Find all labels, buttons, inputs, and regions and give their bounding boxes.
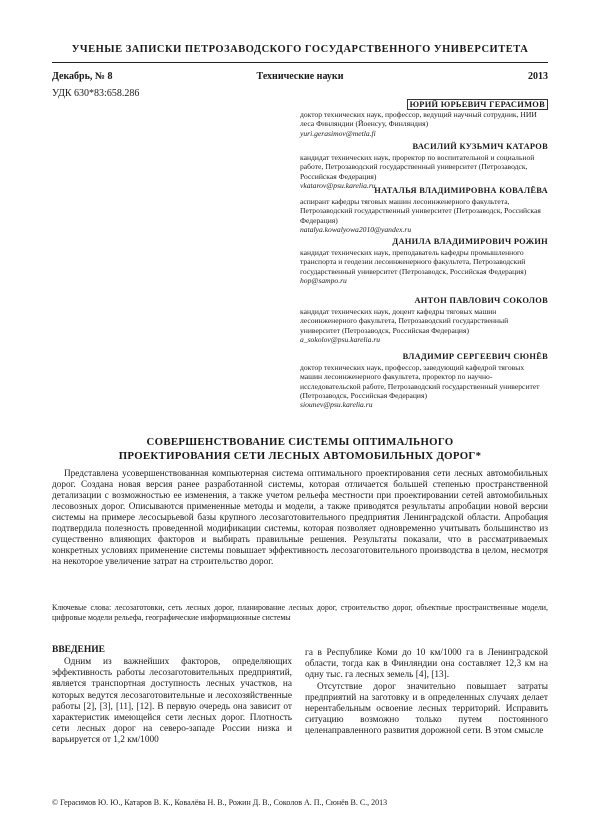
- issue-label: Декабрь, № 8: [52, 71, 113, 82]
- author-name: ЮРИЙ ЮРЬЕВИЧ ГЕРАСИМОВ: [407, 99, 548, 110]
- author-name: ВАСИЛИЙ КУЗЬМИЧ КАТАРОВ: [412, 142, 548, 151]
- author-email[interactable]: natalya.kowalyowa2010@yandex.ru: [300, 224, 412, 234]
- header-rule: [52, 62, 548, 63]
- author-affiliation: [300, 197, 548, 234]
- udk-code: УДК 630*83:658.286: [52, 88, 140, 99]
- article-title: [52, 436, 548, 463]
- section-heading: ВВЕДЕНИЕ: [52, 645, 105, 655]
- author-name: ВЛАДИМИР СЕРГЕЕВИЧ СЮНЁВ: [402, 352, 548, 361]
- paragraph: га в Республике Коми до 10 км/1000 га в Ленинградской области, тогда как в Финляндии она составляет 12,3 км на одну тыс. га лесных земель [4], [13].: [305, 648, 548, 681]
- author-email[interactable]: siounev@psu.karelia.ru: [300, 400, 373, 410]
- author-affiliation: [300, 363, 548, 409]
- abstract: Представлена усовершенствованная компьютерная система оптимального проектирования сети лесных автомобильных дорог. Создана новая версия ранее разработанной системы, которая отличается большей степенью пространственной детализации с возможностью ее изменения, а также учетом рельефа местности при проектировании сетей автомобильных лесовозных дорог. Описываются примененные методы и модели, а также приводятся результаты апробации новой версии системы на примере лесосырьевой базы крупного лесозаготовительного предприятия Ленинградской области. Апробация подтвердила полезность проведенной модификации системы, которая позволяет одновременно учитывать большинство из существенно влияющих факторов и выбирать правильные решения. Результаты показали, что в рассматриваемых конкретных условиях применение системы повышает эффективность лесозаготовительного производства в целом, несмотря на некоторое увеличение затрат на строительство дорог.: [52, 469, 548, 568]
- author-affiliation: [300, 307, 548, 344]
- author-email[interactable]: a_sokolov@psu.karelia.ru: [300, 334, 381, 344]
- affiliation-text: доктор технических наук, профессор, ведущий научный сотрудник, НИИ леса Финляндии (Йоенсуу, Финляндия): [300, 110, 537, 129]
- copyright-line: © Герасимов Ю. Ю., Катаров В. К., Ковалёва Н. В., Рожин Д. В., Соколов А. П., Сюнёв В. С., 2013: [52, 798, 388, 807]
- paragraph: Отсутствие дорог значительно повышает затраты предприятий на заготовку и в определенных случаях делает нерентабельным освоение лесных территорий. Исправить ситуацию возможно только путем постоянного целенаправленного развития дорожной сети. В этом смысле: [305, 681, 548, 737]
- author-email[interactable]: vkatarov@psu.karelia.ru: [300, 180, 376, 190]
- author-name: ДАНИЛА ВЛАДИМИРОВИЧ РОЖИН: [392, 237, 548, 246]
- year-label: 2013: [528, 71, 548, 82]
- affiliation-text: аспирант кафедры тяговых машин лесоинженерного факультета, Петрозаводский государственный университет (Петрозаводск, Российская Федерация): [300, 197, 541, 225]
- affiliation-text: доктор технических наук, профессор, заведующий кафедрой тяговых машин лесоинженерного факультета, проректор по научно-исследовательской работе, Петрозаводский государственный университет (Петрозаводск, Российская Федерация): [300, 363, 540, 400]
- keywords: Ключевые слова: лесозаготовки, сеть лесных дорог, планирование лесных дорог, строительство дорог, объектные пространственные модели, цифровые модели рельефа, географические информационные системы: [52, 603, 548, 622]
- author-affiliation: [300, 153, 548, 190]
- body-column-left: Одним из важнейших факторов, определяющих эффективность работы лесозаготовительных предприятий, является транспортная доступность лесных участков, на которых ведутся лесозаготовительные и лесохозяйственные работы [2], [3], [11], [12]. В первую очередь она зависит от характеристик имеющейся сети лесных дорог. Плотность сети лесных дорог на северо-западе России низка и варьируется от 1,2 км/1000: [52, 657, 292, 746]
- affiliation-text: кандидат технических наук, преподаватель кафедры промышленного транспорта и геодезии лесоинженерного факультета, Петрозаводский государственный университет (Петрозаводск, Российская Федерация): [300, 248, 527, 276]
- affiliation-text: кандидат технических наук, доцент кафедры тяговых машин лесоинженерного факультета, Петрозаводский государственный университет (Петрозаводск, Российская Федерация): [300, 307, 509, 335]
- title-line-2: ПРОЕКТИРОВАНИЯ СЕТИ ЛЕСНЫХ АВТОМОБИЛЬНЫХ ДОРОГ*: [118, 449, 482, 462]
- author-affiliation: [300, 248, 548, 285]
- affiliation-text: кандидат технических наук, проректор по воспитательной и социальной работе, Петрозаводский государственный университет (Петрозаводск, Российская Федерация): [300, 153, 535, 181]
- author-name: АНТОН ПАВЛОВИЧ СОКОЛОВ: [414, 296, 548, 305]
- journal-title: УЧЕНЫЕ ЗАПИСКИ ПЕТРОЗАВОДСКОГО ГОСУДАРСТВЕННОГО УНИВЕРСИТЕТА: [71, 44, 529, 55]
- author-affiliation: [300, 110, 548, 138]
- section-label: Технические науки: [256, 71, 344, 82]
- author-email[interactable]: yuri.gerasimov@metla.fi: [300, 128, 376, 138]
- title-line-1: СОВЕРШЕНСТВОВАНИЕ СИСТЕМЫ ОПТИМАЛЬНОГО: [146, 436, 454, 448]
- author-email[interactable]: hop@sampo.ru: [300, 275, 347, 285]
- author-name: НАТАЛЬЯ ВЛАДИМИРОВНА КОВАЛЁВА: [374, 186, 548, 195]
- body-column-right: [305, 648, 548, 738]
